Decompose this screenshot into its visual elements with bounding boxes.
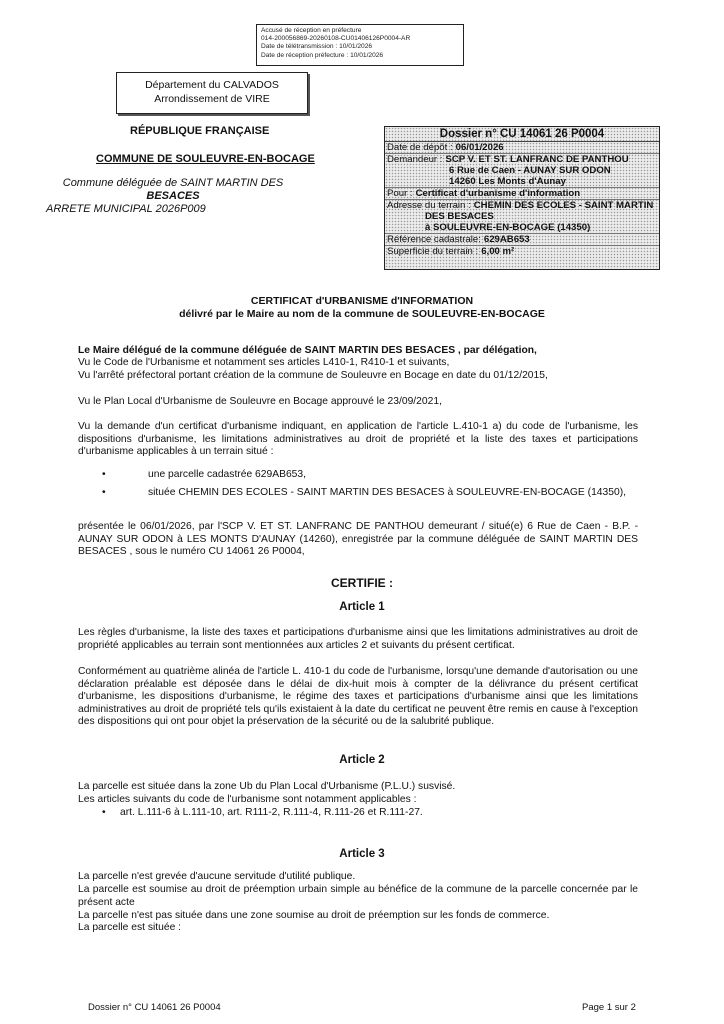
- superficie-label: Superficie du terrain :: [387, 246, 479, 257]
- article-2-title: Article 2: [339, 754, 385, 766]
- demandeur-city: 14260 Les Monts d'Aunay: [449, 176, 566, 187]
- adresse-line2: DES BESACES: [425, 211, 494, 222]
- adresse-line3: à SOULEUVRE-EN-BOCAGE (14350): [425, 222, 591, 233]
- stamp-line: Date de télétransmission : 10/01/2026: [261, 43, 373, 51]
- ref-value: 629AB653: [483, 234, 530, 245]
- certificate-subtitle: délivré par le Maire au nom de la commune de SOULEUVRE-EN-BOCAGE: [179, 308, 545, 320]
- article-3-line-1: La parcelle n'est grevée d'aucune servitude d'utilité publique.: [78, 871, 356, 882]
- dossier-demandeur-row: [385, 154, 659, 188]
- vu-code-line: Vu le Code de l'Urbanisme et notamment ses articles L410-1, R410-1 et suivants,: [78, 357, 450, 368]
- list-item: [102, 469, 642, 482]
- article-3-line-4: La parcelle est située :: [78, 922, 182, 933]
- commune-heading: COMMUNE DE SOULEUVRE-EN-BOCAGE: [96, 153, 315, 165]
- footer-page-number: Page 1 sur 2: [582, 1002, 636, 1013]
- superficie-value: 6,00 m²: [481, 246, 515, 257]
- bullet-icon: •: [102, 469, 106, 480]
- bullet-icon: •: [102, 807, 106, 818]
- dossier-ref-row: [385, 234, 659, 246]
- article-1-title: Article 1: [339, 601, 385, 613]
- dossier-box: [384, 126, 660, 270]
- commune-deleguee: [62, 177, 284, 203]
- commune-deleguee-line1: Commune déléguée de SAINT MARTIN DES: [62, 177, 284, 189]
- pour-label: Pour :: [387, 188, 413, 199]
- department-line: Département du CALVADOS: [145, 79, 279, 91]
- parcelle-text: une parcelle cadastrée 629AB653,: [148, 469, 306, 480]
- dossier-superficie-row: [385, 246, 659, 257]
- article-1-paragraph-1: Les règles d'urbanisme, la liste des taxes et participations d'urbanisme ainsi que les limitations administratives au droit de propriété applicables au terrain sont mentionnées aux articles 2 et suivants du présent certificat.: [78, 627, 638, 651]
- reception-stamp: [256, 24, 464, 66]
- list-item: [102, 487, 642, 500]
- bullet-icon: •: [102, 487, 106, 498]
- arrondissement-line: Arrondissement de VIRE: [154, 93, 270, 105]
- presentee-paragraph: présentée le 06/01/2026, par l'SCP V. ET ST. LANFRANC DE PANTHOU demeurant / situé(e) 6 Rue de Caen - B.P. - AUNAY SUR ODON à LES MONTS D'AUNAY (14260), enregistrée par la commune déléguée de SAINT MARTIN DES BESACES , sous le numéro CU 14061 26 P0004,: [78, 521, 638, 558]
- stamp-line: Date de réception préfecture : 10/01/2026: [261, 51, 384, 59]
- stamp-line: 014-200056869-20260108-CU01406126P0004-AR: [261, 35, 411, 43]
- dossier-pour-row: [385, 188, 659, 200]
- arrete-number: ARRETE MUNICIPAL 2026P009: [46, 203, 206, 215]
- maire-line: Le Maire délégué de la commune déléguée de SAINT MARTIN DES BESACES , par délégation,: [78, 345, 537, 356]
- stamp-line: Accusé de réception en préfecture: [261, 27, 362, 34]
- adresse-line1: CHEMIN DES ECOLES - SAINT MARTIN: [473, 200, 654, 211]
- demandeur-name: SCP V. ET ST. LANFRANC DE PANTHOU: [445, 154, 629, 165]
- vu-plu-line: Vu le Plan Local d'Urbanisme de Souleuvre en Bocage approuvé le 23/09/2021,: [78, 396, 442, 407]
- situee-text: située CHEMIN DES ECOLES - SAINT MARTIN DES BESACES à SOULEUVRE-EN-BOCAGE (14350),: [148, 487, 626, 498]
- adresse-label: Adresse du terrain :: [387, 200, 471, 211]
- footer-dossier: Dossier n° CU 14061 26 P0004: [88, 1002, 221, 1013]
- date-value: 06/01/2026: [455, 142, 504, 153]
- article-2-line-2: Les articles suivants du code de l'urbanisme sont notamment applicables :: [78, 794, 417, 805]
- vu-demande-paragraph: Vu la demande d'un certificat d'urbanisme indiquant, en application de l'article L.410-1 a) du code de l'urbanisme, les dispositions d'urbanisme, les limitations administratives au droit de propriété et la liste des taxes et participations d'urbanisme applicables à un terrain situé :: [78, 421, 638, 458]
- republique-heading: RÉPUBLIQUE FRANÇAISE: [130, 125, 270, 137]
- article-3-line-3: La parcelle n'est pas située dans une zone soumise au droit de préemption sur les fonds de commerce.: [78, 910, 550, 921]
- dossier-date-row: [385, 142, 659, 154]
- list-item: [102, 807, 642, 820]
- commune-deleguee-line2: BESACES: [146, 190, 200, 202]
- vu-arrete-line: Vu l'arrêté préfectoral portant création de la commune de Souleuvre en Bocage en date du 01/12/2015,: [78, 370, 548, 381]
- demandeur-label: Demandeur :: [387, 154, 443, 165]
- article-3-title: Article 3: [339, 848, 385, 860]
- article-3-line-2: La parcelle est soumise au droit de préemption urbain simple au bénéfice de la commune de la parcelle concernée par le présent acte: [78, 884, 638, 908]
- article-2-line-1: La parcelle est située dans la zone Ub du Plan Local d'Urbanisme (P.L.U.) susvisé.: [78, 781, 456, 792]
- date-label: Date de dépôt :: [387, 142, 453, 153]
- ref-label: Référence cadastrale:: [387, 234, 481, 245]
- article-2-articles-text: art. L.111-6 à L.111-10, art. R111-2, R.111-4, R.111-26 et R.111-27.: [120, 807, 423, 818]
- certifie-heading: CERTIFIE :: [331, 576, 393, 590]
- demandeur-address: 6 Rue de Caen - AUNAY SUR ODON: [449, 165, 611, 176]
- dossier-adresse-row: [385, 200, 659, 234]
- pour-value: Certificat d'urbanisme d'information: [415, 188, 581, 199]
- department-box: [116, 72, 308, 114]
- certificate-title: CERTIFICAT d'URBANISME d'INFORMATION: [250, 295, 474, 307]
- article-1-paragraph-2: Conformément au quatrième alinéa de l'article L. 410-1 du code de l'urbanisme, lorsqu'une demande d'autorisation ou une déclaration préalable est déposée dans le délai de dix-huit mois à compter de la délivrance du présent certificat d'urbanisme, les dispositions d'urbanisme, le régime des taxes et participations d'urbanisme ainsi que les limitations administratives au droit de propriété tels qu'ils existaient à la date du certificat ne peuvent être remis en cause à l'exception des dispositions qui ont pour objet la préservation de la sécurité ou de la salubrité publique.: [78, 666, 638, 728]
- dossier-title: Dossier n° CU 14061 26 P0004: [385, 127, 659, 142]
